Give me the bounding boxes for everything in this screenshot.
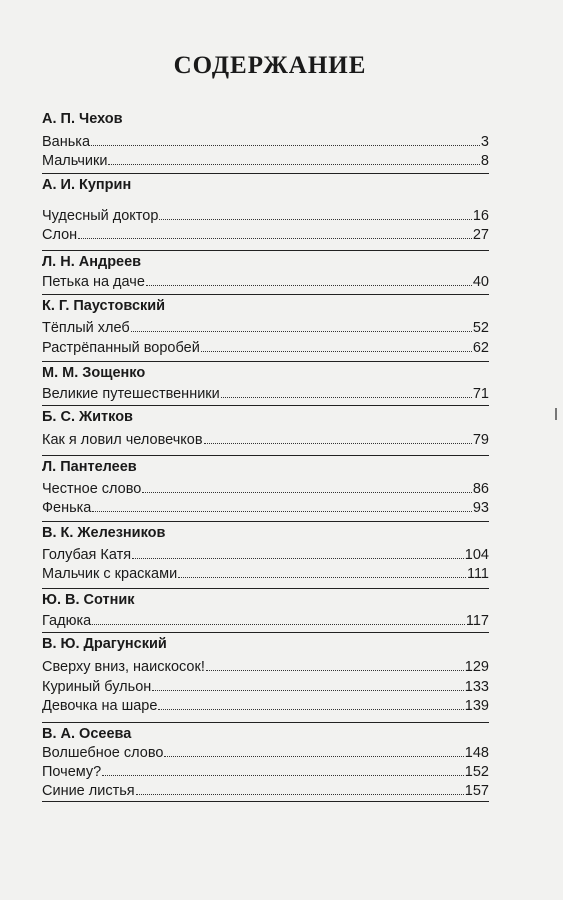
dot-leader — [131, 319, 472, 332]
toc-entry — [42, 431, 489, 449]
toc-entry — [42, 612, 489, 630]
entry-page-number: 71 — [472, 386, 489, 402]
entry-title: Почему? — [42, 764, 102, 780]
dot-leader — [206, 658, 464, 671]
author-heading: Б. С. Житков — [42, 409, 133, 425]
entry-title: Великие путешественники — [42, 386, 220, 402]
section-rule — [42, 173, 489, 174]
dot-leader — [132, 546, 464, 559]
dot-leader — [178, 565, 466, 578]
dot-leader — [136, 782, 464, 795]
entry-page-number: 157 — [464, 783, 489, 799]
toc-entry — [42, 385, 489, 403]
dot-leader — [221, 385, 472, 398]
entry-page-number: 117 — [465, 613, 489, 629]
dot-leader — [108, 152, 479, 165]
entry-page-number: 93 — [472, 500, 489, 516]
toc-entry — [42, 546, 489, 564]
section-rule — [42, 294, 489, 295]
entry-title: Голубая Катя — [42, 547, 132, 563]
author-heading: Ю. В. Сотник — [42, 592, 135, 608]
author-heading: В. А. Осеева — [42, 726, 132, 742]
entry-page-number: 16 — [472, 208, 489, 224]
entry-title: Фенька — [42, 500, 92, 516]
entry-title: Тёплый хлеб — [42, 320, 130, 336]
author-heading: М. М. Зощенко — [42, 365, 146, 381]
section-rule — [42, 588, 489, 589]
section-rule — [42, 722, 489, 723]
entry-title: Мальчики — [42, 153, 108, 169]
toc-entry — [42, 499, 489, 517]
author-heading: В. К. Железников — [42, 525, 166, 541]
entry-title: Как я ловил человечков — [42, 432, 203, 448]
entry-page-number: 133 — [464, 679, 489, 695]
entry-page-number: 152 — [464, 764, 489, 780]
entry-page-number: 148 — [464, 745, 489, 761]
entry-page-number: 3 — [480, 134, 489, 150]
toc-entry — [42, 152, 489, 170]
dot-leader — [92, 499, 471, 512]
dot-leader — [164, 744, 463, 757]
toc-entry — [42, 782, 489, 800]
toc-entry — [42, 226, 489, 244]
entry-page-number: 129 — [464, 659, 489, 675]
entry-page-number: 139 — [464, 698, 489, 714]
dot-leader — [102, 763, 464, 776]
section-rule — [42, 521, 489, 522]
entry-title: Гадюка — [42, 613, 92, 629]
dot-leader — [152, 678, 464, 691]
toc-entry — [42, 697, 489, 715]
toc-entry — [42, 658, 489, 676]
entry-title: Чудесный доктор — [42, 208, 159, 224]
entry-title: Синие листья — [42, 783, 135, 799]
author-heading: К. Г. Паустовский — [42, 298, 166, 314]
entry-title: Петька на даче — [42, 274, 145, 290]
entry-page-number: 79 — [472, 432, 489, 448]
entry-page-number: 104 — [464, 547, 489, 563]
dot-leader — [92, 612, 465, 625]
entry-title: Сверху вниз, наискосок! — [42, 659, 205, 675]
author-heading: А. И. Куприн — [42, 177, 132, 193]
dot-leader — [142, 480, 472, 493]
author-heading: Л. Н. Андреев — [42, 254, 142, 270]
dot-leader — [146, 273, 472, 286]
author-heading: Л. Пантелеев — [42, 459, 137, 475]
toc-entry — [42, 319, 489, 337]
section-rule — [42, 801, 489, 802]
section-rule — [42, 250, 489, 251]
toc-entry — [42, 207, 489, 225]
toc-entry — [42, 678, 489, 696]
toc-entry — [42, 763, 489, 781]
entry-page-number: 8 — [480, 153, 489, 169]
dot-leader — [78, 226, 472, 239]
toc-entry — [42, 273, 489, 291]
dot-leader — [91, 133, 480, 146]
entry-page-number: 52 — [472, 320, 489, 336]
entry-title: Слон — [42, 227, 78, 243]
author-heading: В. Ю. Драгунский — [42, 636, 167, 652]
entry-title: Куриный бульон — [42, 679, 152, 695]
toc-entry — [42, 565, 489, 583]
entry-page-number: 40 — [472, 274, 489, 290]
dot-leader — [159, 207, 471, 220]
entry-title: Ванька — [42, 134, 91, 150]
dot-leader — [204, 431, 472, 444]
toc-entry — [42, 480, 489, 498]
entry-title: Девочка на шаре — [42, 698, 158, 714]
section-rule — [42, 361, 489, 362]
dot-leader — [201, 339, 472, 352]
section-rule — [42, 455, 489, 456]
entry-title: Волшебное слово — [42, 745, 164, 761]
entry-page-number: 27 — [472, 227, 489, 243]
toc-entry — [42, 744, 489, 762]
entry-title: Растрёпанный воробей — [42, 340, 200, 356]
toc-entry — [42, 339, 489, 357]
section-rule — [42, 632, 489, 633]
page-edge-mark — [555, 408, 557, 420]
entry-title: Честное слово — [42, 481, 142, 497]
entry-title: Мальчик с красками — [42, 566, 178, 582]
entry-page-number: 111 — [466, 566, 489, 582]
entry-page-number: 86 — [472, 481, 489, 497]
entry-page-number: 62 — [472, 340, 489, 356]
author-heading: А. П. Чехов — [42, 111, 123, 127]
page-title: СОДЕРЖАНИЕ — [173, 52, 367, 79]
dot-leader — [158, 697, 463, 710]
toc-entry — [42, 133, 489, 151]
section-rule — [42, 405, 489, 406]
